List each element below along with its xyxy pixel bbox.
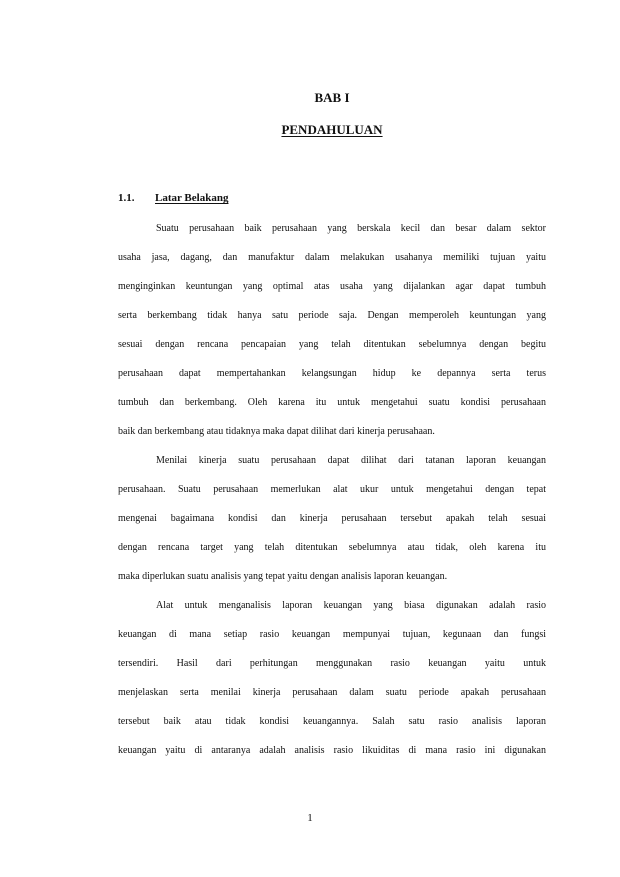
text-line: Suatu perusahaan baik perusahaan yang berskala kecil dan besar dalam sektor <box>156 223 546 234</box>
section-title: Latar Belakang <box>155 192 229 204</box>
text-line: tersebut baik atau tidak kondisi keuangannya. Salah satu rasio analisis laporan <box>118 716 546 727</box>
section-number: 1.1. <box>118 192 135 204</box>
text-line: menginginkan keuntungan yang optimal atas usaha yang dijalankan agar dapat tumbuh <box>118 281 546 292</box>
text-line: perusahaan dapat mempertahankan kelangsungan hidup ke depannya serta terus <box>118 368 546 379</box>
chapter-title: PENDAHULUAN <box>281 122 383 137</box>
page-number: 1 <box>307 812 313 824</box>
text-line: perusahaan. Suatu perusahaan memerlukan alat ukur untuk mengetahui dengan tepat <box>118 484 546 495</box>
text-line: tumbuh dan berkembang. Oleh karena itu untuk mengetahui suatu kondisi perusahaan <box>118 397 546 408</box>
text-line: dengan rencana target yang telah ditentukan sebelumnya atau tidak, oleh karena itu <box>118 542 546 553</box>
text-line: baik dan berkembang atau tidaknya maka dapat dilihat dari kinerja perusahaan. <box>118 426 435 437</box>
text-line: keuangan di mana setiap rasio keuangan mempunyai tujuan, kegunaan dan fungsi <box>118 629 546 640</box>
section-heading <box>118 192 228 204</box>
text-line: mengenai bagaimana kondisi dan kinerja perusahaan tersebut apakah telah sesuai <box>118 513 546 524</box>
text-line: sesuai dengan rencana pencapaian yang telah ditentukan sebelumnya dengan begitu <box>118 339 546 350</box>
text-line: maka diperlukan suatu analisis yang tepat yaitu dengan analisis laporan keuangan. <box>118 571 448 582</box>
paragraph <box>118 214 546 446</box>
chapter-number: BAB I <box>314 90 350 105</box>
text-line: Menilai kinerja suatu perusahaan dapat dilihat dari tatanan laporan keuangan <box>156 455 546 466</box>
text-line: tersendiri. Hasil dari perhitungan menggunakan rasio keuangan yaitu untuk <box>118 658 546 669</box>
body-text <box>118 214 546 765</box>
paragraph <box>118 446 546 591</box>
text-line: menjelaskan serta menilai kinerja perusahaan dalam suatu periode apakah perusahaan <box>118 687 546 698</box>
text-line: keuangan yaitu di antaranya adalah analisis rasio likuiditas di mana rasio ini digunakan <box>118 745 546 756</box>
text-line: usaha jasa, dagang, dan manufaktur dalam melakukan usahanya memiliki tujuan yaitu <box>118 252 546 263</box>
paragraph <box>118 591 546 765</box>
text-line: Alat untuk menganalisis laporan keuangan yang biasa digunakan adalah rasio <box>156 600 546 611</box>
text-line: serta berkembang tidak hanya satu periode saja. Dengan memperoleh keuntungan yang <box>118 310 546 321</box>
